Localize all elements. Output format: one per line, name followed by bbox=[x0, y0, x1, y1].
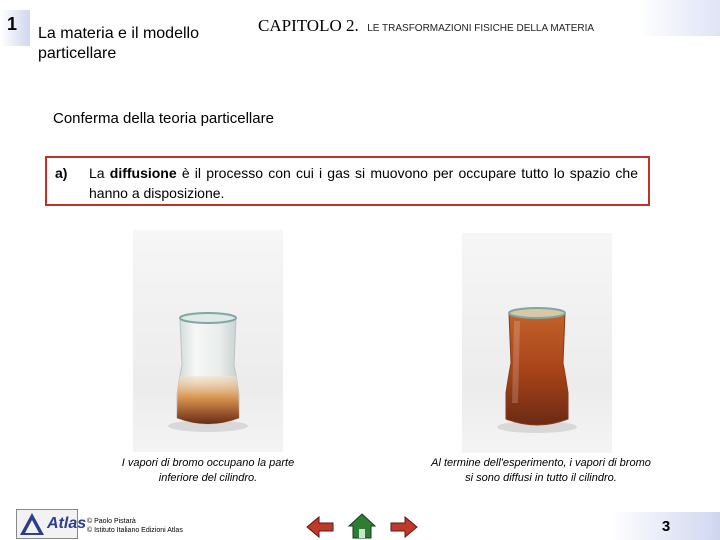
header-decoration bbox=[638, 0, 720, 36]
chapter-subtitle: LE TRASFORMAZIONI FISICHE DELLA MATERIA bbox=[367, 23, 595, 34]
definition-marker: a) bbox=[55, 165, 68, 181]
cylinder-rim bbox=[180, 313, 236, 323]
atlas-logo bbox=[16, 509, 87, 539]
copyright-publisher: © Istituto Italiano Edizioni Atlas bbox=[87, 527, 183, 534]
copyright bbox=[87, 517, 183, 535]
figure-caption-after: Al termine dell'esperimento, i vapori di bromo si sono diffusi in tutto il cilindro. bbox=[431, 457, 651, 484]
slide-subtitle: Conferma della teoria particellare bbox=[53, 110, 274, 127]
section-title: La materia e il modello particellare bbox=[38, 25, 199, 62]
definition-term: diffusione bbox=[109, 165, 177, 181]
left-arrow-icon bbox=[305, 514, 335, 540]
next-slide-button[interactable] bbox=[389, 514, 419, 540]
definition-lead: La bbox=[89, 165, 105, 181]
page-number: 3 bbox=[661, 518, 671, 535]
definition-box bbox=[45, 156, 650, 206]
definition-text bbox=[89, 163, 638, 203]
cylinder-after-illustration bbox=[462, 233, 612, 453]
chapter-label: CAPITOLO 2. bbox=[258, 16, 359, 35]
copyright-author: © Paolo Pistarà bbox=[87, 518, 136, 525]
home-icon bbox=[347, 512, 377, 540]
right-arrow-icon bbox=[389, 514, 419, 540]
definition-rest: è il processo con cui i gas si muovono per occupare tutto lo spazio che hanno a disposizione. bbox=[89, 165, 639, 201]
previous-slide-button[interactable] bbox=[305, 514, 335, 540]
photo-cylinder-before bbox=[133, 230, 283, 452]
cylinder-rim bbox=[509, 308, 565, 318]
photo-cylinder-after bbox=[462, 233, 612, 453]
figure-caption-before: I vapori di bromo occupano la parte inferiore del cilindro. bbox=[121, 457, 295, 484]
logo-text: Atlas bbox=[47, 515, 87, 532]
chapter-header bbox=[258, 16, 594, 36]
chapter-number: 1 bbox=[6, 14, 17, 34]
bromine-vapor bbox=[177, 376, 239, 424]
atlas-logo-icon bbox=[19, 512, 45, 536]
home-button[interactable] bbox=[347, 512, 377, 538]
cylinder-before-illustration bbox=[133, 230, 283, 452]
